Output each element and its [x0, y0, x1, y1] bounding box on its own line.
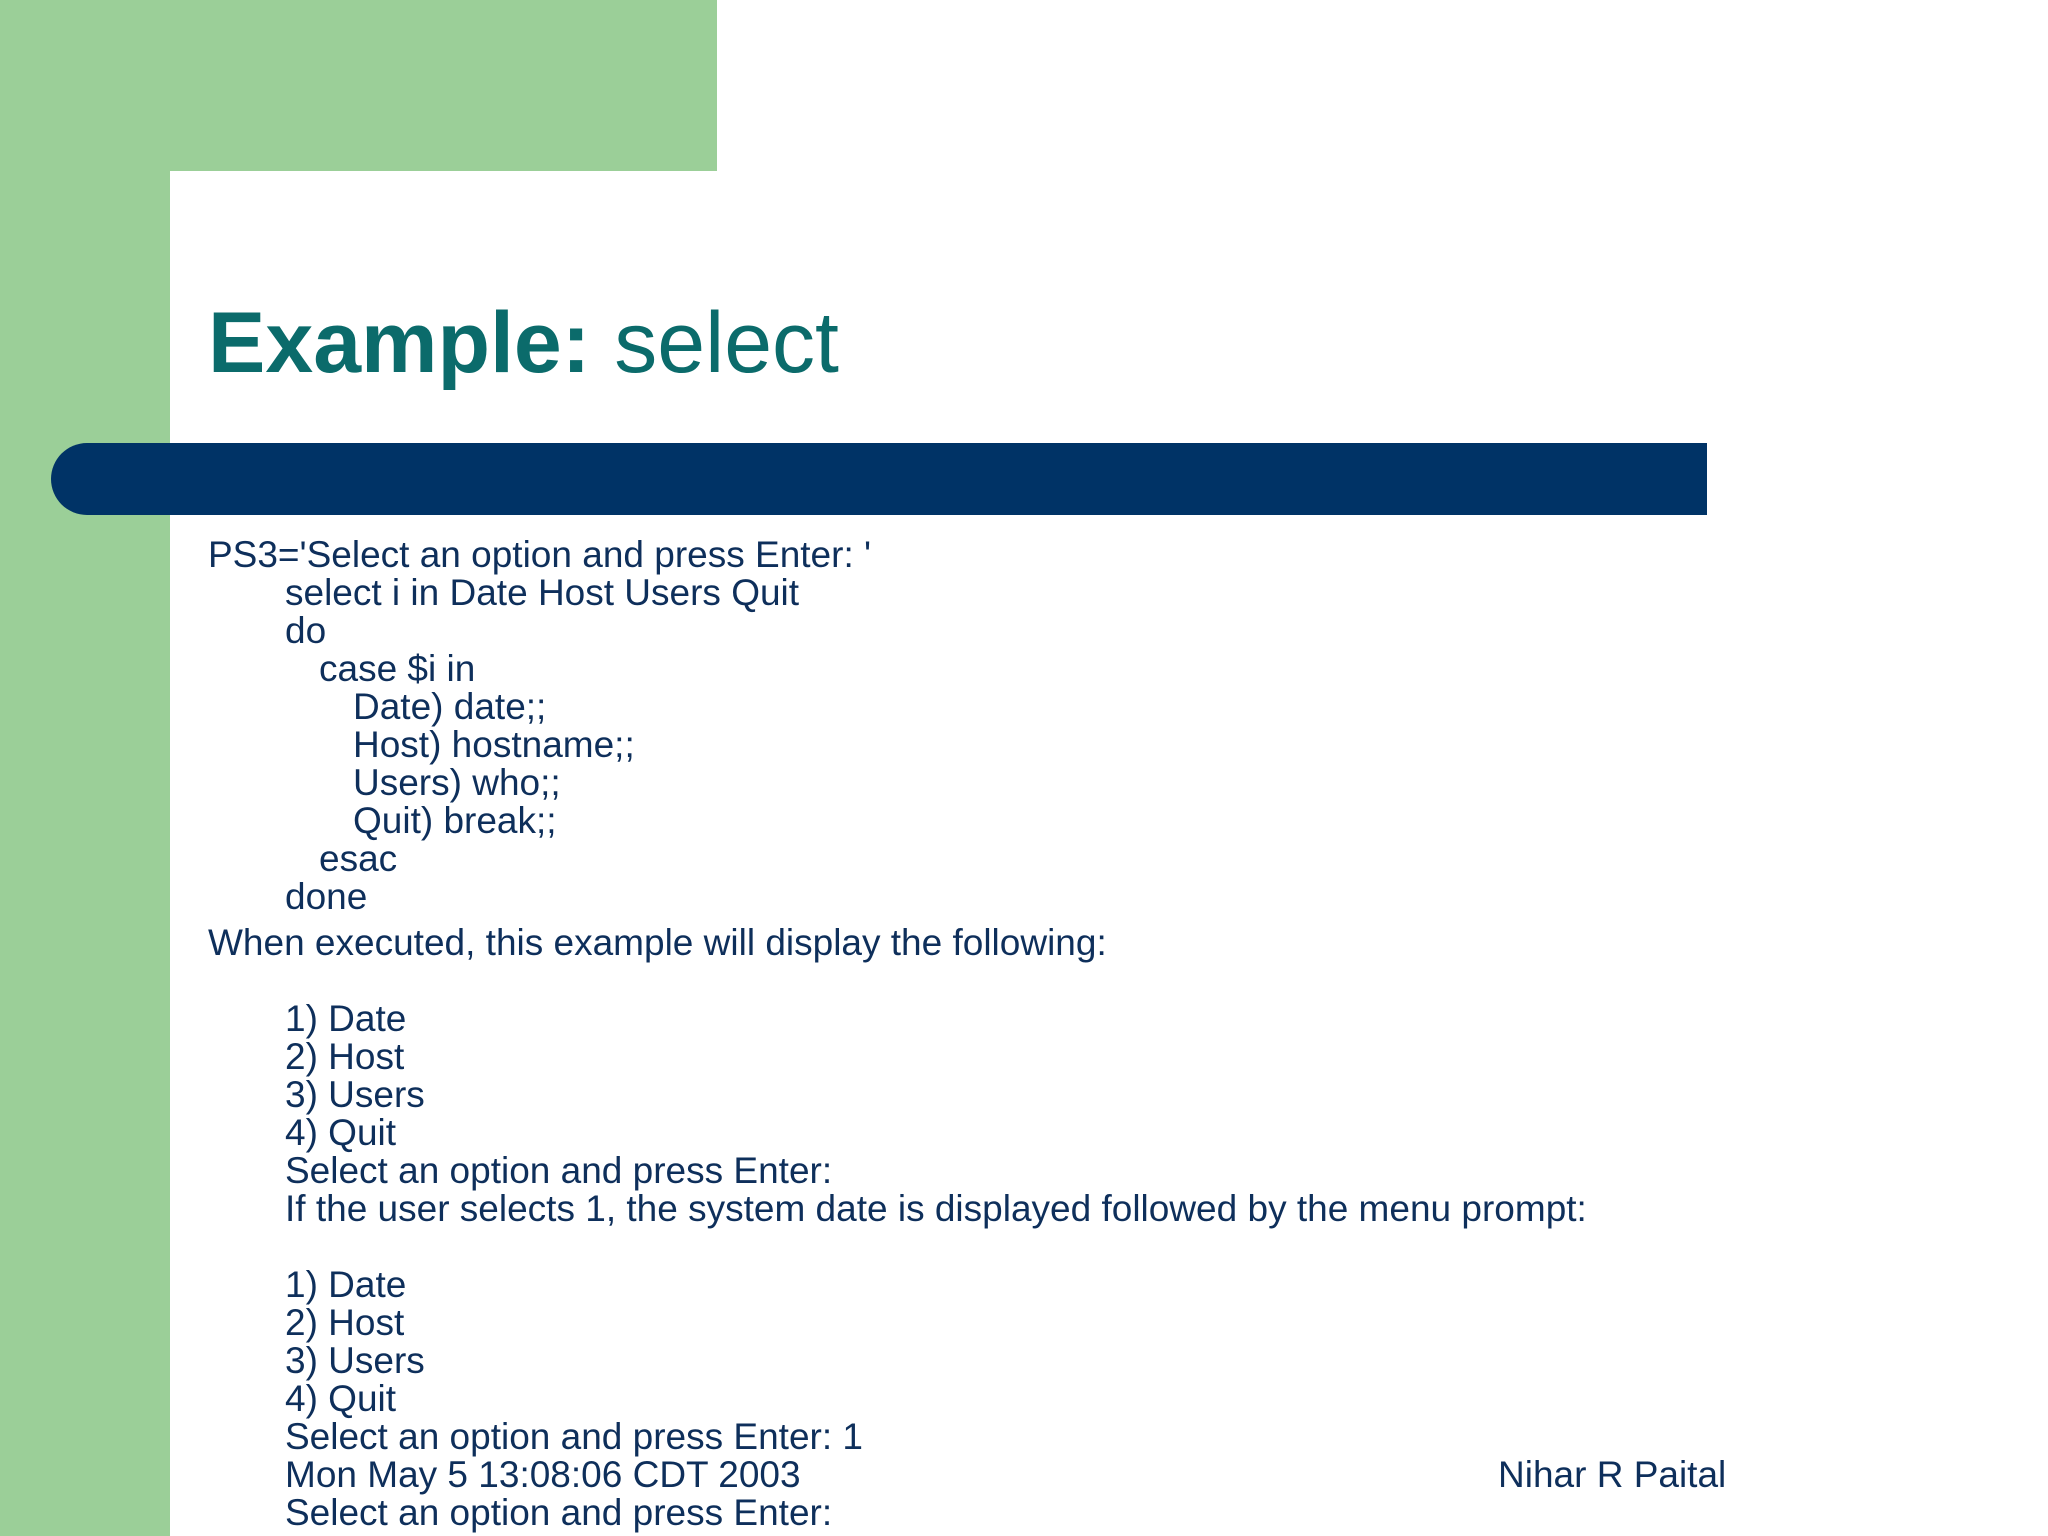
slide-title — [208, 295, 839, 391]
footer-author: Nihar R Paital — [1498, 1454, 1727, 1495]
code-line: select i in Date Host Users Quit — [285, 572, 800, 613]
explain-text: When executed, this example will display the following: — [208, 922, 1107, 963]
slide-title-normal: select — [614, 295, 839, 391]
slide-title-bold: Example: — [208, 295, 591, 391]
date-output: Mon May 5 13:08:06 CDT 2003 — [285, 1454, 801, 1495]
menu-item: 1) Date — [285, 1264, 407, 1305]
code-line: PS3='Select an option and press Enter: ' — [208, 534, 872, 575]
menu-item: 2) Host — [285, 1036, 405, 1077]
menu-item: 3) Users — [285, 1074, 425, 1115]
menu-item: 3) Users — [285, 1340, 425, 1381]
menu-item: 4) Quit — [285, 1112, 397, 1153]
code-line: do — [285, 610, 327, 651]
code-line: Date) date;; — [353, 686, 547, 727]
green-left-band — [0, 0, 170, 1536]
code-line: Host) hostname;; — [353, 724, 635, 765]
title-divider-bar — [51, 443, 1707, 515]
green-top-band — [0, 0, 717, 171]
code-line: case $i in — [319, 648, 476, 689]
menu-item: 2) Host — [285, 1302, 405, 1343]
code-line: done — [285, 876, 368, 917]
code-line: Users) who;; — [353, 762, 561, 803]
blank-line — [208, 962, 1587, 1000]
code-line: esac — [319, 838, 398, 879]
menu-item: 4) Quit — [285, 1378, 397, 1419]
menu-prompt: Select an option and press Enter: — [285, 1150, 833, 1191]
menu-prompt: Select an option and press Enter: 1 — [285, 1416, 863, 1457]
blank-line — [208, 1228, 1587, 1266]
slide-body — [208, 536, 1587, 1532]
menu-item: 1) Date — [285, 998, 407, 1039]
code-line: Quit) break;; — [353, 800, 557, 841]
if-text: If the user selects 1, the system date is displayed followed by the menu prompt: — [285, 1188, 1587, 1229]
menu-prompt: Select an option and press Enter: — [285, 1492, 833, 1533]
